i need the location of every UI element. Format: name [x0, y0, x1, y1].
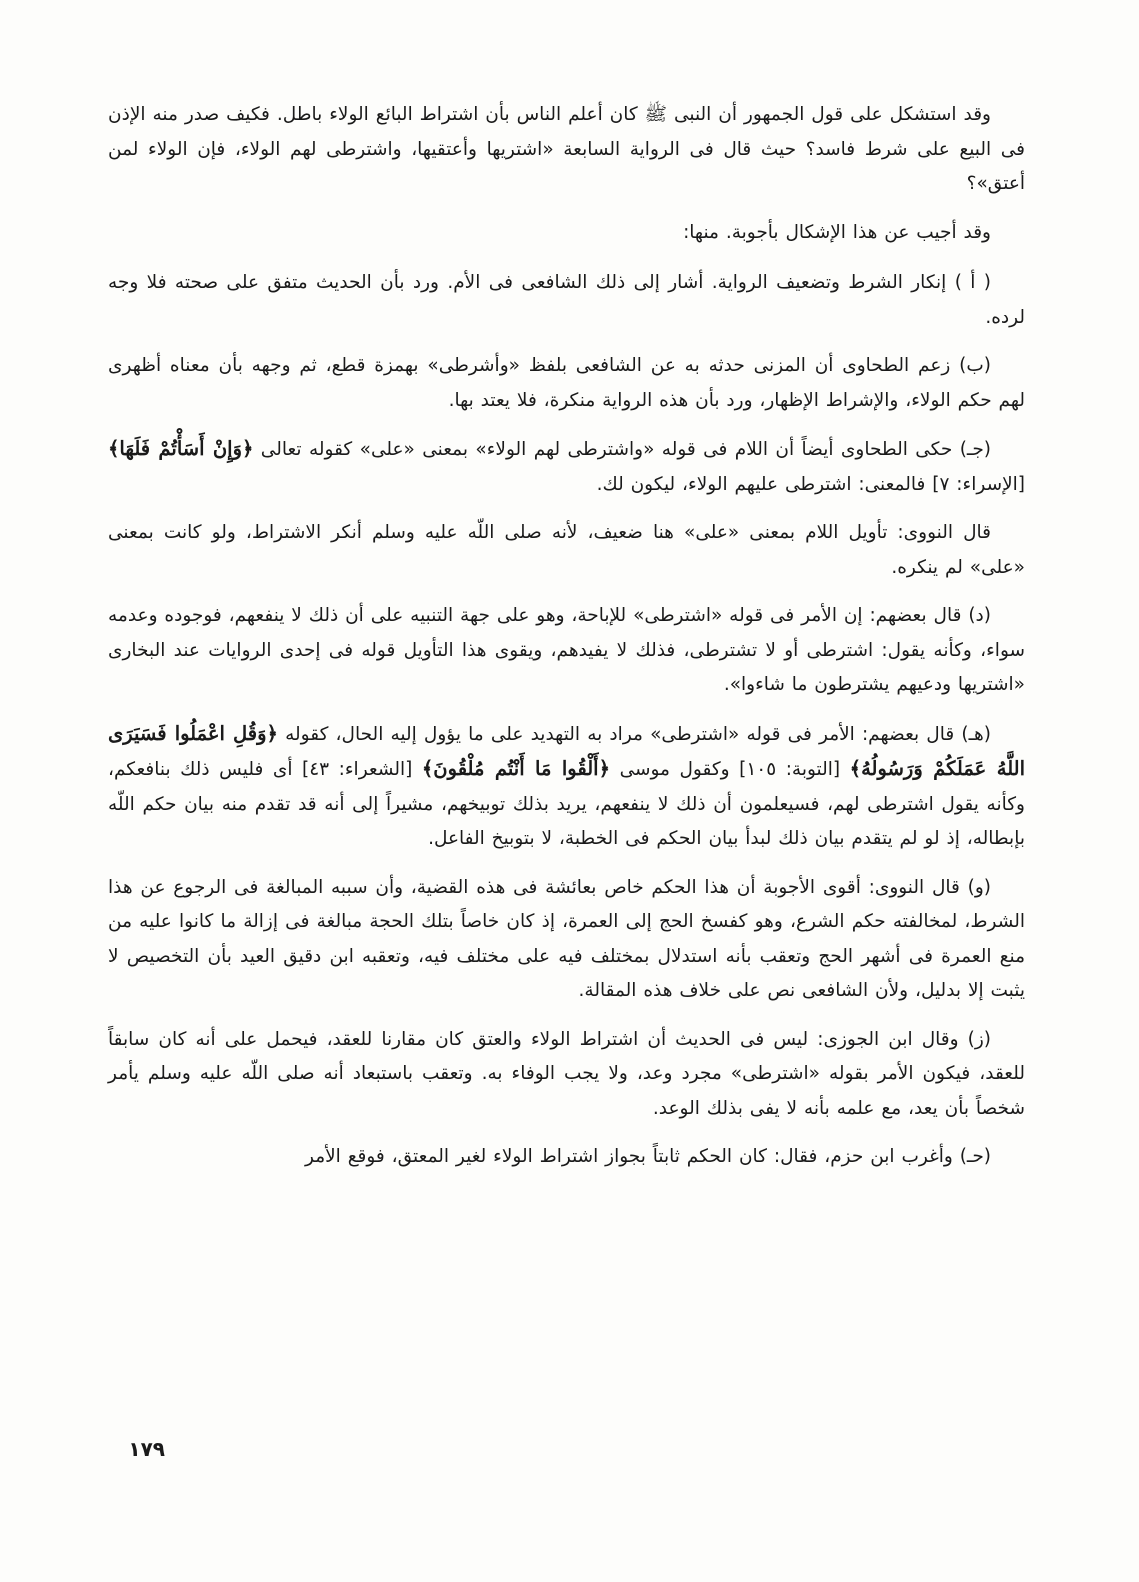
paragraph-answer-h: (حـ) وأغرب ابن حزم، فقال: كان الحكم ثابتاً بجواز اشتراط الولاء لغير المعتق، فوقع الأمر: [305, 1146, 991, 1167]
quran-verse-tawba: ﴿وَقُلِ اعْمَلُوا فَسَيَرَى اللَّهُ عَمَلَكُمْ وَرَسُولُهُ﴾: [108, 721, 1026, 780]
quran-verse-shuara: ﴿أَلْقُوا مَا أَنْتُم مُلْقُونَ﴾: [421, 757, 611, 780]
quran-verse-isra: ﴿وَإِنْ أَسَأْتُمْ فَلَهَا﴾: [108, 437, 254, 460]
paragraph-nawawi-comment: قال النووى: تأويل اللام بمعنى «على» هنا ضعيف، لأنه صلى اللّه عليه وسلم أنكر الاشتراط، ولو كانت بمعنى «على» لم ينكره.: [108, 522, 1025, 578]
paragraph-answer-c: [108, 432, 1025, 502]
answer-e-text-3: [الشعراء: ٤٣] أى فليس ذلك بنافعكم، وكأنه يقول اشترطى لهم، فسيعلمون أن ذلك لا ينفعهم، يريد بذلك توبيخهم، مشيراً إلى أنه قد تقدم منه بيان حكم اللّه بإبطاله، إذ لو لم يتقدم بيان ذلك لبدأ بيان الحكم فى الخطبة، لا بتوبيخ الفاعل.: [108, 759, 1025, 849]
paragraph-answer-d: (د) قال بعضهم: إن الأمر فى قوله «اشترطى» للإباحة، وهو على جهة التنبيه على أن ذلك لا ينفعهم، فوجوده وعدمه سواء، وكأنه يقول: اشترطى أو لا تشترطى، فذلك لا يفيدهم، ويقوى هذا التأويل قوله فى إحدى الروايات عند البخارى «اشتريها ودعيهم يشترطون ما شاءوا».: [108, 605, 1025, 695]
answer-e-text-1: (هـ) قال بعضهم: الأمر فى قوله «اشترطى» مراد به التهديد على ما يؤول إليه الحال، كقوله: [277, 723, 991, 745]
body-text: [108, 98, 1025, 1189]
paragraph-answers-intro: وقد أجيب عن هذا الإشكال بأجوبة. منها:: [683, 221, 991, 243]
paragraph-answer-g: (ز) وقال ابن الجوزى: ليس فى الحديث أن اشتراط الولاء والعتق كان مقارنا للعقد، فيحمل على أنه كان سابقاً للعقد، فيكون الأمر بقوله «اشترطى» مجرد وعد، ولا يجب الوفاء به. وتعقب باستبعاد أنه صلى اللّه عليه وسلم يأمر شخصاً بأن يعد، مع علمه بأنه لا يفى بذلك الوعد.: [108, 1028, 1025, 1119]
answer-c-text-start: (جـ) حكى الطحاوى أيضاً أن اللام فى قوله «واشترطى لهم الولاء» بمعنى «على» كقوله تعالى: [253, 439, 991, 460]
paragraph-answer-a: ( أ ) إنكار الشرط وتضعيف الرواية. أشار إلى ذلك الشافعى فى الأم. ورد بأن الحديث متفق على صحته فلا وجه لرده.: [108, 272, 1025, 328]
paragraph-answer-b: (ب) زعم الطحاوى أن المزنى حدثه به عن الشافعى بلفظ «وأشرطى» بهمزة قطع، ثم وجهه بأن معناه أظهرى لهم حكم الولاء، والإشراط الإظهار، ورد بأن هذه الرواية منكرة، فلا يعتد بها.: [108, 355, 1025, 411]
page-number: ١٧٩: [128, 1437, 165, 1461]
answer-c-text-end: [الإسراء: ٧] فالمعنى: اشترطى عليهم الولاء، ليكون لك.: [596, 473, 1025, 495]
paragraph-objection: وقد استشكل على قول الجمهور أن النبى ﷺ كان أعلم الناس بأن اشتراط البائع الولاء باطل. فكيف صدر منه الإذن فى البيع على شرط فاسد؟ حيث قال فى الرواية السابعة «اشتريها وأعتقيها، واشترطى لهم الولاء، فإن الولاء لمن أعتق»؟: [108, 104, 1025, 194]
paragraph-answer-e: [108, 717, 1025, 857]
paragraph-answer-f: (و) قال النووى: أقوى الأجوبة أن هذا الحكم خاص بعائشة فى هذه القضية، وأن سببه المبالغة فى الرجوع عن هذا الشرط، لمخالفته حكم الشرع، وهو كفسخ الحج إلى العمرة، إذ كان خاصاً بتلك الحجة مبالغة فى إزالة ما كانوا عليه من منع العمرة فى أشهر الحج وتعقب بأنه استدلال بمختلف فيه على مختلف فيه، وتعقبه ابن دقيق العيد بأن التخصيص لا يثبت إلا بدليل، ولأن الشافعى نص على خلاف هذه المقالة.: [108, 876, 1025, 1001]
answer-e-text-2: [التوبة: ١٠٥] وكقول موسى: [610, 759, 850, 780]
